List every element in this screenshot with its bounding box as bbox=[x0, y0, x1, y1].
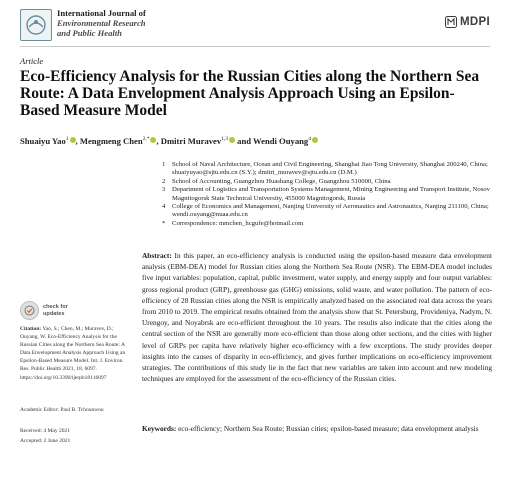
affiliation-number: 1 bbox=[162, 161, 166, 168]
journal-name-line3: and Public Health bbox=[57, 28, 122, 38]
updates-label-line2: updates bbox=[43, 310, 65, 317]
author-separator: , bbox=[75, 136, 80, 146]
affiliation-text: School of Accounting, Guangzhou Huashang College, Guangzhou 510000, China bbox=[172, 177, 391, 185]
author-affiliation-ref: 1 bbox=[65, 136, 69, 143]
affiliation-text: Department of Logistics and Transportation Systems Management, Mining Engineering and Transport Institute, Nosov Magnitogorsk State Technical University, 455000 Magnitogorsk, Russia bbox=[172, 186, 490, 202]
journal-name-line1: International Journal of bbox=[57, 8, 146, 18]
article-type: Article bbox=[20, 56, 44, 66]
abstract bbox=[142, 250, 492, 384]
orcid-icon[interactable] bbox=[312, 137, 318, 143]
affiliation-item bbox=[162, 161, 492, 178]
citation-text: Yao, S.; Chen, M.; Muravev, D.; Ouyang, W. Eco-Efficiency Analysis for the Russian Cities along the Northern Sea Route: A Data Envelopment Analysis Approach Using an Epsilon-Based Measure Model. Int. J. Environ. Res. Public Health 2021, 18, 6097. https://doi.org/10.3390/ijerph18116097 bbox=[20, 326, 126, 381]
citation-label: Citation: bbox=[20, 326, 42, 332]
journal-name-line2: Environmental Research bbox=[57, 18, 146, 28]
author-and: and bbox=[235, 136, 254, 146]
academic-editor: Academic Editor: Paul B. Tchounwou bbox=[20, 407, 104, 413]
abstract-label: Abstract: bbox=[142, 251, 172, 260]
header-divider bbox=[20, 46, 490, 47]
author-separator: , bbox=[156, 136, 161, 146]
affiliations bbox=[162, 161, 492, 228]
author-name: Wendi Ouyang bbox=[253, 136, 309, 146]
author-name: Shuaiyu Yao bbox=[20, 136, 66, 146]
author-name: Mengmeng Chen bbox=[79, 136, 143, 146]
author-affiliation-ref: 1,3 bbox=[221, 136, 229, 143]
accepted-date: Accepted: 2 June 2021 bbox=[20, 438, 71, 444]
updates-label-line1: check for bbox=[43, 304, 68, 311]
publisher-name: MDPI bbox=[460, 16, 490, 28]
keywords-text: eco-efficiency; Northern Sea Route; Russian cities; epsilon-based measure; data envelopment analysis bbox=[178, 424, 479, 433]
author-affiliation-ref: 4 bbox=[308, 136, 311, 143]
keywords bbox=[142, 423, 492, 434]
abstract-text: In this paper, an eco-efficiency analysis is conducted using the epsilon-based measure data envelopment analysis (EBM-DEA) model for Russian cities along the Northern Sea Route (NSR). The EBM-DEA model includes five input variables: population, capital, public investment, water supply, and energy supply and four output variables: gross regional product (GRP), greenhouse gas (GHG) emissions, solid waste, and water pollution. The pattern of eco-efficiency of 28 Russian cities along the NSR is empirically analyzed based on the associated real data across the years from 2010 to 2019. The empirical results obtained from the analysis show that St. Petersburg, Provideniya, Nadym, N. Urengoy, and Noyabrsk are eco-efficient throughout the 10 years. The results also indicate that the cities along the central section of the NSR are generally more eco-efficient than those along other sections, and the cities with higher level of GRPs per capita have relatively higher eco-efficiency with a few exceptions. The study provides deeper insights into the causes of disparity in eco-efficiency, and gives further implications on eco-efficiency improvement strategies. The contributions of this study lie in the fact that new variables are taken into account and new modeling techniques are employed for the assessment of the eco-efficiency of the Russian cities. bbox=[142, 251, 492, 384]
article-title: Eco-Efficiency Analysis for the Russian Cities along the Northern Sea Route: A Data Envelopment Analysis Approach Using an Epsilon-Based Measure Model bbox=[20, 68, 480, 119]
affiliation-number: * bbox=[162, 219, 166, 227]
affiliation-text: College of Economics and Management, Nanjing University of Aeronautics and Astronautics, Nanjing 211100, China; wendi.ouyang@nuaa.edu.cn bbox=[172, 203, 489, 219]
author-name: Dmitri Muravev bbox=[160, 136, 222, 146]
affiliation-text: School of Naval Architecture, Ocean and Civil Engineering, Shanghai Jiao Tong University, Shanghai 200240, China; shuaiyuyao@sjtu.edu.cn (S.Y.); dmitri_muravev@sjtu.edu.cn (D.M.) bbox=[172, 161, 488, 177]
citation-block bbox=[20, 325, 130, 382]
author-affiliation-ref: 2,* bbox=[142, 136, 150, 143]
affiliation-item bbox=[162, 220, 492, 228]
affiliation-item bbox=[162, 178, 492, 186]
check-for-updates-button[interactable] bbox=[20, 301, 68, 320]
affiliation-number: 3 bbox=[162, 186, 166, 194]
journal-logo bbox=[20, 9, 52, 41]
keywords-label: Keywords: bbox=[142, 424, 177, 433]
received-date: Received: 4 May 2021 bbox=[20, 428, 70, 434]
affiliation-number: 2 bbox=[162, 177, 166, 185]
affiliation-number: 4 bbox=[162, 203, 166, 211]
journal-emblem-icon bbox=[24, 13, 48, 37]
publisher-logo bbox=[445, 16, 490, 28]
mdpi-icon bbox=[445, 16, 457, 28]
check-updates-icon bbox=[20, 301, 39, 320]
author-list bbox=[20, 136, 318, 146]
affiliation-item bbox=[162, 203, 492, 220]
affiliation-text: Correspondence: mmchen_hcgufe@hotmail.com bbox=[172, 219, 304, 227]
affiliation-item bbox=[162, 186, 492, 203]
journal-name bbox=[57, 8, 146, 38]
